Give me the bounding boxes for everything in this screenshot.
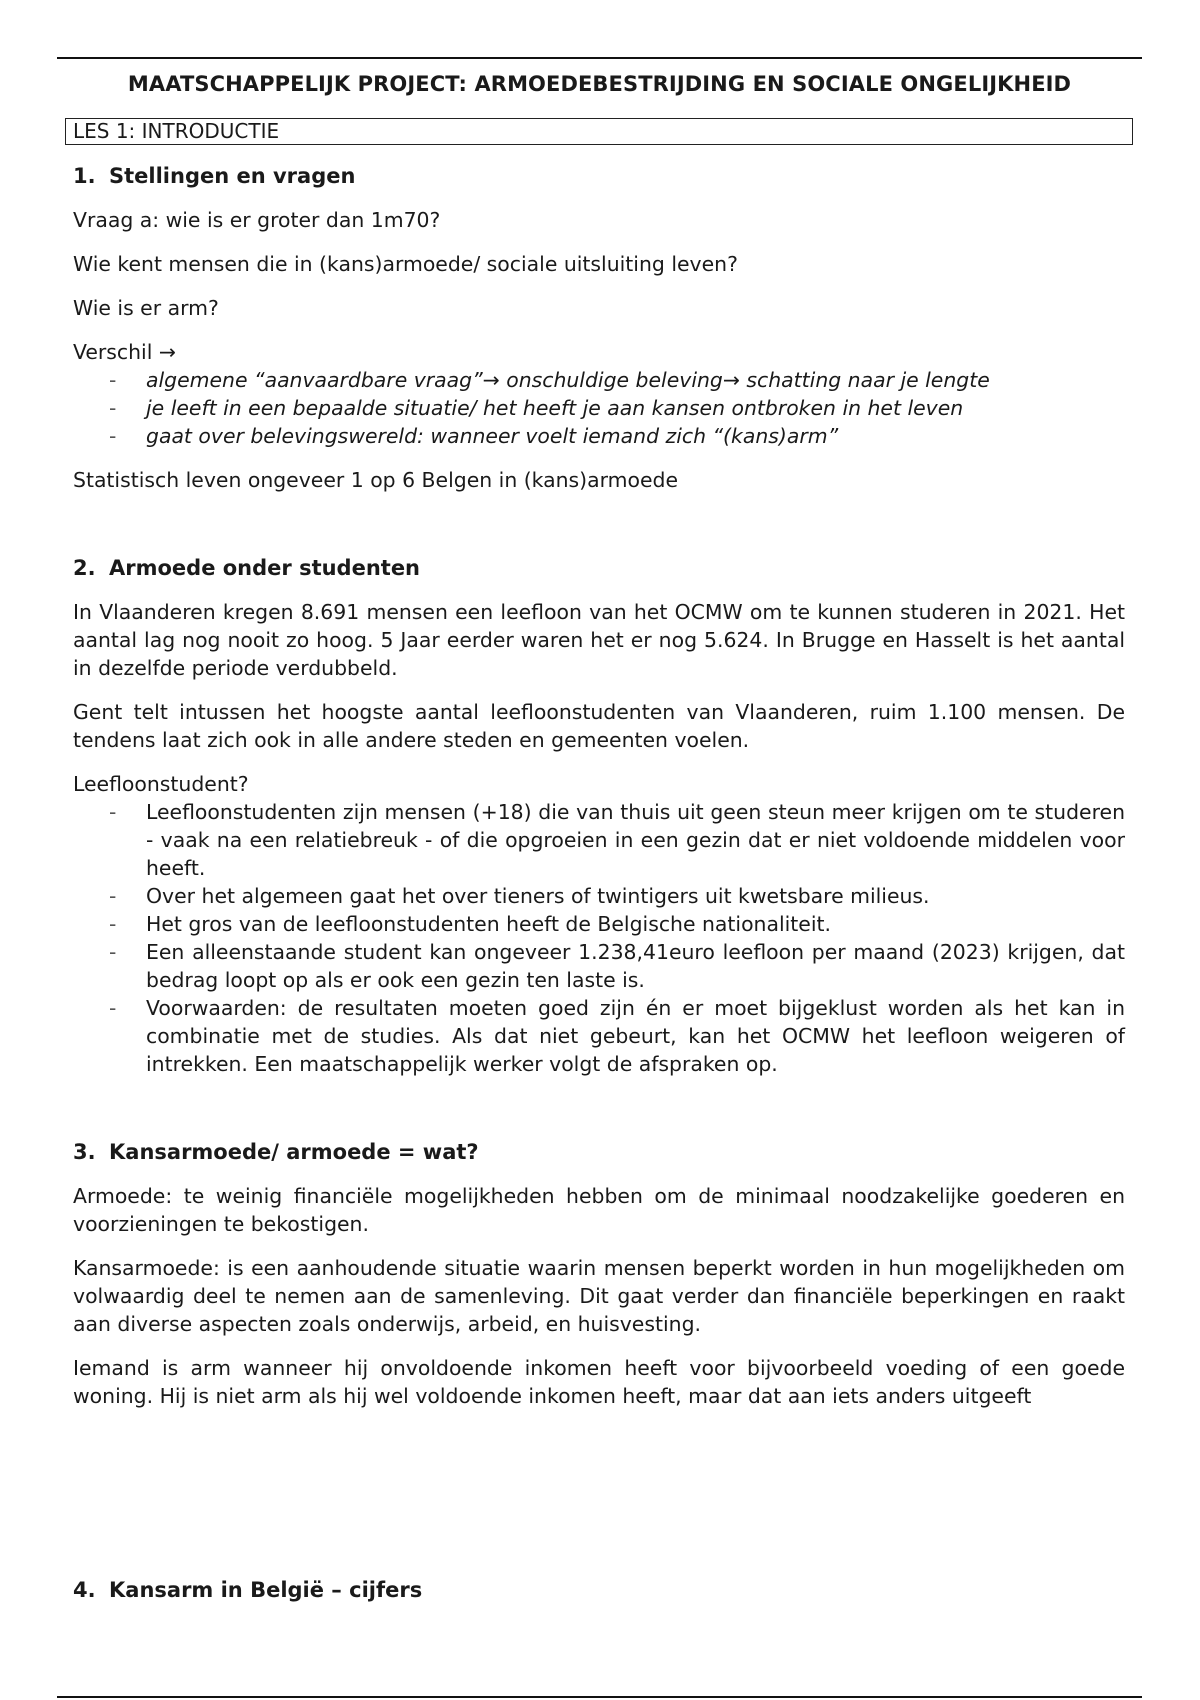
section-heading-text: Stellingen en vragen [109,164,356,188]
list-item [73,910,1125,938]
list-item [73,394,1125,422]
paragraph: Armoede: te weinig financiële mogelijkheden hebben om de minimaal noodzakelijke goederen en voorzieningen te bekostigen. [73,1184,1125,1236]
paragraph: Wie kent mensen die in (kans)armoede/ sociale uitsluiting leven? [73,252,738,276]
bottom-rule [57,1696,1142,1698]
lesson-label-box: LES 1: INTRODUCTIE [65,118,1133,145]
section-number: 1. [73,164,96,188]
dash-bullet-icon: - [109,368,117,392]
section-heading-text: Kansarm in België – cijfers [109,1578,423,1602]
list-item-text: Leefloonstudenten zijn mensen (+18) die van thuis uit geen steun meer krijgen om te studeren - vaak na een relatiebreuk - of die opgroeien in een gezin dat er niet voldoende middelen voor heeft. [146,800,1125,880]
document-title: MAATSCHAPPELIJK PROJECT: ARMOEDEBESTRIJDING EN SOCIALE ONGELIJKHEID [127,72,1072,96]
list-item-text: Over het algemeen gaat het over tieners of twintigers uit kwetsbare milieus. [146,884,930,908]
top-rule [57,57,1142,59]
section-number: 4. [73,1578,96,1602]
paragraph: Gent telt intussen het hoogste aantal leefloonstudenten van Vlaanderen, ruim 1.100 mensen. De tendens laat zich ook in alle andere steden en gemeenten voelen. [73,700,1125,752]
section-3-heading [73,1138,1125,1166]
dash-bullet-icon: - [109,884,117,908]
dash-bullet-icon: - [109,800,117,824]
list-lead: Verschil → [73,340,176,364]
paragraph: Iemand is arm wanneer hij onvoldoende inkomen heeft voor bijvoorbeeld voeding of een goede woning. Hij is niet arm als hij wel voldoende inkomen heeft, maar dat aan iets anders uitgeeft [73,1356,1125,1408]
list-item-text: gaat over belevingswereld: wanneer voelt iemand zich “(kans)arm” [146,424,839,448]
dash-bullet-icon: - [109,996,117,1020]
paragraph: In Vlaanderen kregen 8.691 mensen een leefloon van het OCMW om te kunnen studeren in 2021. Het aantal lag nog nooit zo hoog. 5 Jaar eerder waren het er nog 5.624. In Brugge en Hasselt is het aantal in dezelfde periode verdubbeld. [73,600,1125,680]
dash-bullet-icon: - [109,912,117,936]
section-number: 2. [73,556,96,580]
section-heading-text: Armoede onder studenten [109,556,421,580]
dash-bullet-icon: - [109,396,117,420]
section-2-heading [73,554,1125,582]
document-body [73,162,1125,1620]
list-item-text: algemene “aanvaardbare vraag”→ onschuldige beleving→ schatting naar je lengte [146,368,990,392]
list-item-text: je leeft in een bepaalde situatie/ het heeft je aan kansen ontbroken in het leven [146,396,964,420]
bullet-list [73,798,1125,1078]
dash-bullet-icon: - [109,424,117,448]
list-item [73,798,1125,882]
list-item [73,366,1125,394]
section-heading-text: Kansarmoede/ armoede = wat? [109,1140,479,1164]
paragraph: Wie is er arm? [73,296,219,320]
list-item-text: Een alleenstaande student kan ongeveer 1.238,41euro leefloon per maand (2023) krijgen, dat bedrag loopt op als er ook een gezin ten laste is. [146,940,1125,992]
bullet-list [73,366,1125,450]
section-number: 3. [73,1140,96,1164]
section-1-heading [73,162,1125,190]
paragraph: Statistisch leven ongeveer 1 op 6 Belgen in (kans)armoede [73,468,679,492]
section-4-heading [73,1576,1125,1604]
list-item [73,994,1125,1078]
paragraph: Vraag a: wie is er groter dan 1m70? [73,208,441,232]
list-item [73,882,1125,910]
list-lead: Leefloonstudent? [73,772,249,796]
list-item-text: Voorwaarden: de resultaten moeten goed zijn én er moet bijgeklust worden als het kan in combinatie met de studies. Als dat niet gebeurt, kan het OCMW het leefloon weigeren of intrekken. Een maatschappelijk werker volgt de afspraken op. [146,996,1125,1076]
list-item [73,938,1125,994]
paragraph: Kansarmoede: is een aanhoudende situatie waarin mensen beperkt worden in hun mogelijkheden om volwaardig deel te nemen aan de samenleving. Dit gaat verder dan financiële beperkingen en raakt aan diverse aspecten zoals onderwijs, arbeid, en huisvesting. [73,1256,1125,1336]
dash-bullet-icon: - [109,940,117,964]
list-item [73,422,1125,450]
list-item-text: Het gros van de leefloonstudenten heeft de Belgische nationaliteit. [146,912,831,936]
